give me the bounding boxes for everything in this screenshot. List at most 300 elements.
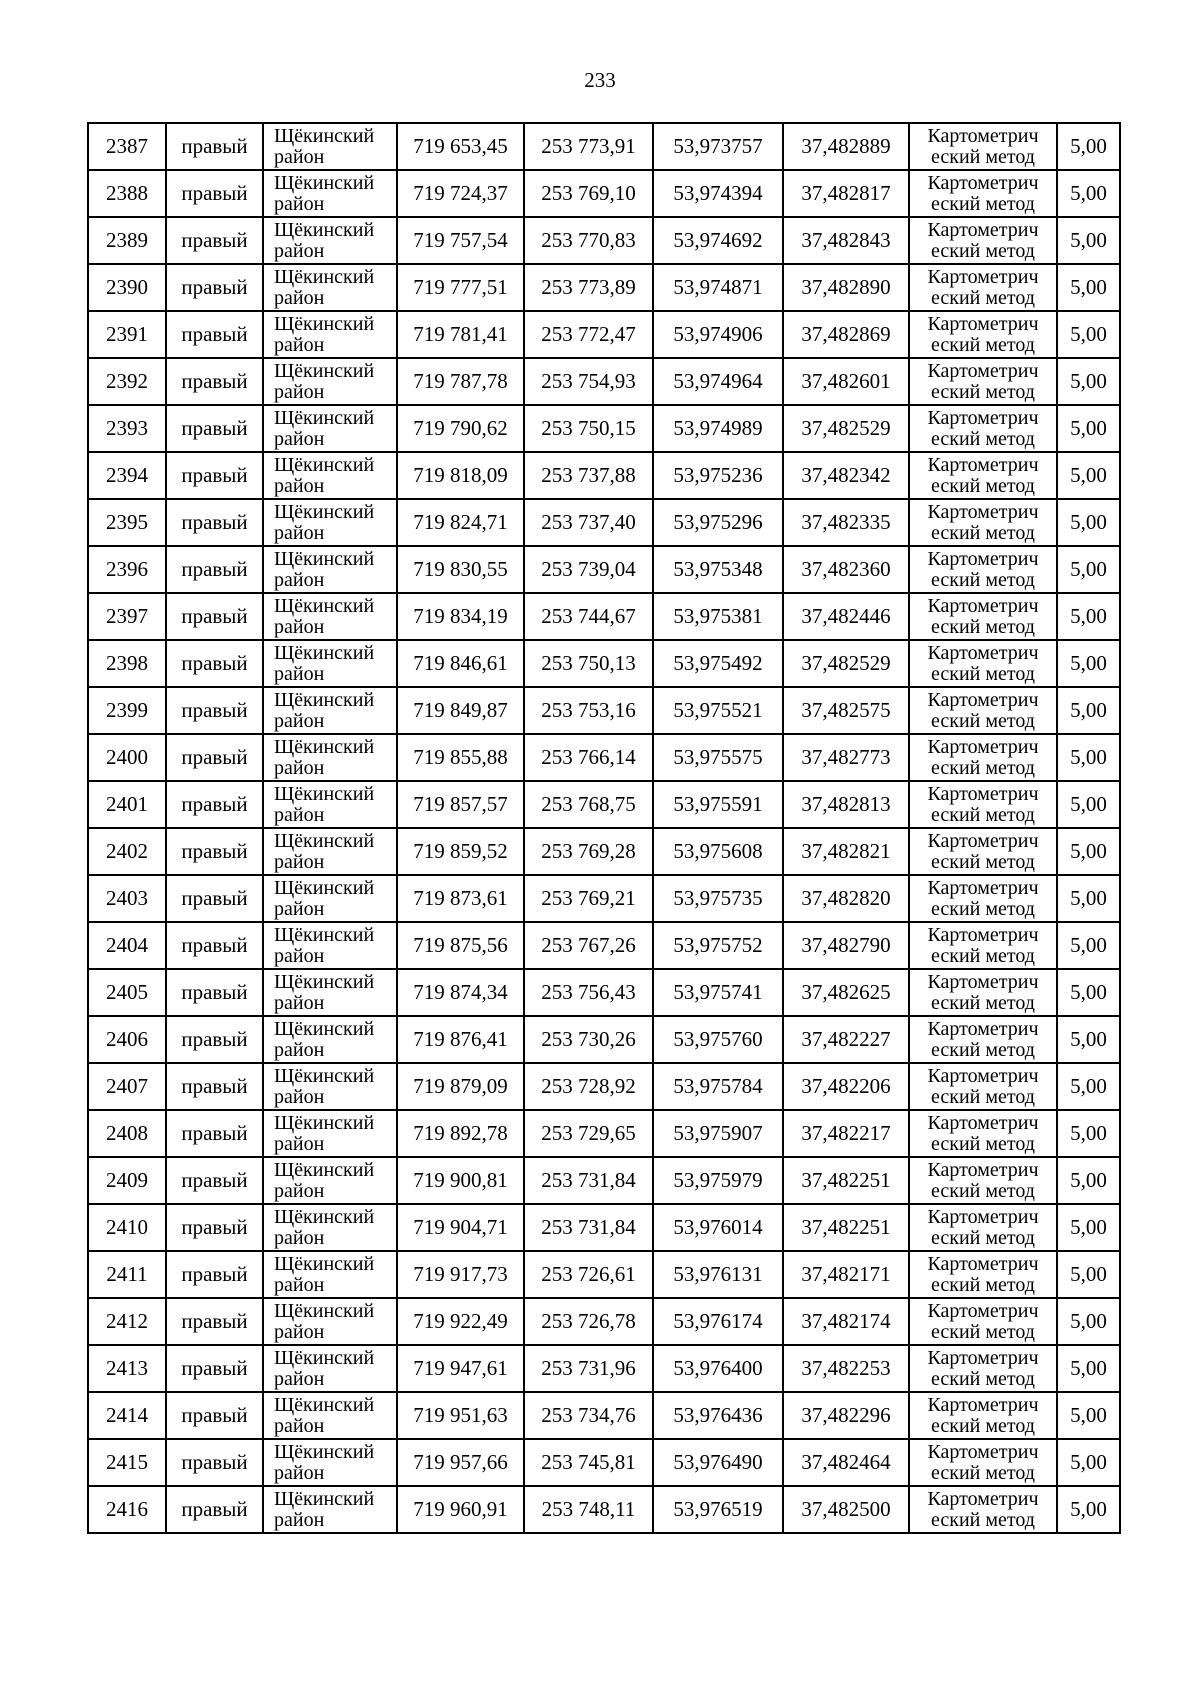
coord-y-cell: 253 726,61 (524, 1251, 653, 1298)
method-line: еский метод (931, 1038, 1035, 1061)
method-cell (909, 546, 1057, 593)
point-number-cell: 2409 (88, 1157, 166, 1204)
method-cell (909, 922, 1057, 969)
point-number-cell: 2415 (88, 1439, 166, 1486)
district-line: Щёкинский (274, 312, 375, 335)
coord-y-cell: 253 731,84 (524, 1204, 653, 1251)
coord-x-cell: 719 830,55 (397, 546, 524, 593)
method-cell (909, 217, 1057, 264)
coord-y-cell: 253 769,21 (524, 875, 653, 922)
bank-side-cell: правый (166, 1157, 263, 1204)
table-row (88, 969, 1120, 1016)
method-cell (909, 969, 1057, 1016)
district-line: Щёкинский (274, 265, 375, 288)
latitude-cell: 53,975348 (653, 546, 783, 593)
method-line: еский метод (931, 1226, 1035, 1249)
longitude-cell: 37,482360 (783, 546, 909, 593)
accuracy-cell: 5,00 (1057, 734, 1120, 781)
table-row (88, 828, 1120, 875)
district-line: район (274, 897, 325, 920)
district-line: район (274, 1132, 325, 1155)
coord-x-cell: 719 917,73 (397, 1251, 524, 1298)
district-cell (263, 1439, 397, 1486)
bank-side-cell: правый (166, 687, 263, 734)
district-line: район (274, 427, 325, 450)
accuracy-cell: 5,00 (1057, 123, 1120, 170)
point-number-cell: 2405 (88, 969, 166, 1016)
coord-x-cell: 719 876,41 (397, 1016, 524, 1063)
table-row (88, 1298, 1120, 1345)
district-cell (263, 311, 397, 358)
method-line: еский метод (931, 944, 1035, 967)
accuracy-cell: 5,00 (1057, 405, 1120, 452)
district-line: район (274, 1414, 325, 1437)
table-row (88, 1439, 1120, 1486)
method-line: еский метод (931, 1179, 1035, 1202)
longitude-cell: 37,482174 (783, 1298, 909, 1345)
district-cell (263, 1392, 397, 1439)
page-number: 233 (584, 68, 616, 92)
coord-y-cell: 253 770,83 (524, 217, 653, 264)
longitude-cell: 37,482529 (783, 405, 909, 452)
method-cell (909, 123, 1057, 170)
coord-y-cell: 253 773,89 (524, 264, 653, 311)
latitude-cell: 53,975381 (653, 593, 783, 640)
method-line: еский метод (931, 1132, 1035, 1155)
coord-x-cell: 719 874,34 (397, 969, 524, 1016)
method-line: еский метод (931, 286, 1035, 309)
district-line: район (274, 1085, 325, 1108)
district-line: район (274, 333, 325, 356)
longitude-cell: 37,482625 (783, 969, 909, 1016)
method-line: еский метод (931, 568, 1035, 591)
district-cell (263, 1486, 397, 1533)
method-line: еский метод (931, 1367, 1035, 1390)
method-cell (909, 311, 1057, 358)
point-number-cell: 2413 (88, 1345, 166, 1392)
district-cell (263, 1298, 397, 1345)
bank-side-cell: правый (166, 358, 263, 405)
method-line: еский метод (931, 1320, 1035, 1343)
latitude-cell: 53,974989 (653, 405, 783, 452)
district-line: район (274, 1508, 325, 1531)
district-line: район (274, 1226, 325, 1249)
table-row (88, 1016, 1120, 1063)
longitude-cell: 37,482821 (783, 828, 909, 875)
district-line: район (274, 944, 325, 967)
accuracy-cell: 5,00 (1057, 358, 1120, 405)
latitude-cell: 53,976400 (653, 1345, 783, 1392)
district-cell (263, 499, 397, 546)
district-line: район (274, 474, 325, 497)
district-line: район (274, 521, 325, 544)
district-line: район (274, 615, 325, 638)
table-row (88, 687, 1120, 734)
latitude-cell: 53,976519 (653, 1486, 783, 1533)
method-line: еский метод (931, 474, 1035, 497)
coord-y-cell: 253 753,16 (524, 687, 653, 734)
district-line: район (274, 803, 325, 826)
longitude-cell: 37,482227 (783, 1016, 909, 1063)
coord-y-cell: 253 739,04 (524, 546, 653, 593)
district-line: район (274, 145, 325, 168)
bank-side-cell: правый (166, 499, 263, 546)
point-number-cell: 2389 (88, 217, 166, 264)
bank-side-cell: правый (166, 217, 263, 264)
table-row (88, 1486, 1120, 1533)
table-row (88, 123, 1120, 170)
accuracy-cell: 5,00 (1057, 1345, 1120, 1392)
method-cell (909, 1439, 1057, 1486)
bank-side-cell: правый (166, 1251, 263, 1298)
coord-x-cell: 719 834,19 (397, 593, 524, 640)
coord-x-cell: 719 900,81 (397, 1157, 524, 1204)
coord-y-cell: 253 768,75 (524, 781, 653, 828)
accuracy-cell: 5,00 (1057, 1110, 1120, 1157)
district-cell (263, 264, 397, 311)
accuracy-cell: 5,00 (1057, 828, 1120, 875)
bank-side-cell: правый (166, 734, 263, 781)
bank-side-cell: правый (166, 969, 263, 1016)
district-line: район (274, 1038, 325, 1061)
point-number-cell: 2398 (88, 640, 166, 687)
accuracy-cell: 5,00 (1057, 1016, 1120, 1063)
bank-side-cell: правый (166, 1486, 263, 1533)
district-cell (263, 170, 397, 217)
method-cell (909, 1204, 1057, 1251)
table-row (88, 640, 1120, 687)
district-line: район (274, 1320, 325, 1343)
district-line: Щёкинский (274, 923, 375, 946)
point-number-cell: 2403 (88, 875, 166, 922)
method-line: еский метод (931, 380, 1035, 403)
accuracy-cell: 5,00 (1057, 311, 1120, 358)
longitude-cell: 37,482296 (783, 1392, 909, 1439)
method-cell (909, 1157, 1057, 1204)
district-line: Щёкинский (274, 970, 375, 993)
coord-x-cell: 719 790,62 (397, 405, 524, 452)
latitude-cell: 53,975296 (653, 499, 783, 546)
latitude-cell: 53,975236 (653, 452, 783, 499)
district-line: район (274, 1273, 325, 1296)
district-line: район (274, 380, 325, 403)
point-number-cell: 2397 (88, 593, 166, 640)
district-cell (263, 969, 397, 1016)
coord-x-cell: 719 846,61 (397, 640, 524, 687)
method-line: Картометрич (927, 1205, 1039, 1228)
method-line: Картометрич (927, 171, 1039, 194)
district-line: Щёкинский (274, 735, 375, 758)
latitude-cell: 53,976436 (653, 1392, 783, 1439)
method-line: Картометрич (927, 124, 1039, 147)
method-line: еский метод (931, 1085, 1035, 1108)
table-row (88, 170, 1120, 217)
accuracy-cell: 5,00 (1057, 1157, 1120, 1204)
table-row (88, 922, 1120, 969)
accuracy-cell: 5,00 (1057, 1392, 1120, 1439)
district-line: Щёкинский (274, 1017, 375, 1040)
point-number-cell: 2402 (88, 828, 166, 875)
district-line: Щёкинский (274, 124, 375, 147)
method-line: еский метод (931, 756, 1035, 779)
district-cell (263, 640, 397, 687)
accuracy-cell: 5,00 (1057, 922, 1120, 969)
latitude-cell: 53,975735 (653, 875, 783, 922)
longitude-cell: 37,482206 (783, 1063, 909, 1110)
bank-side-cell: правый (166, 170, 263, 217)
table-row (88, 1110, 1120, 1157)
district-cell (263, 1204, 397, 1251)
longitude-cell: 37,482869 (783, 311, 909, 358)
district-line: Щёкинский (274, 1158, 375, 1181)
longitude-cell: 37,482820 (783, 875, 909, 922)
table-row (88, 1345, 1120, 1392)
method-line: Картометрич (927, 1064, 1039, 1087)
point-number-cell: 2399 (88, 687, 166, 734)
coord-y-cell: 253 744,67 (524, 593, 653, 640)
coord-x-cell: 719 857,57 (397, 781, 524, 828)
district-line: Щёкинский (274, 641, 375, 664)
method-cell (909, 1486, 1057, 1533)
accuracy-cell: 5,00 (1057, 1298, 1120, 1345)
district-cell (263, 123, 397, 170)
bank-side-cell: правый (166, 1063, 263, 1110)
method-cell (909, 1298, 1057, 1345)
table-body (88, 123, 1120, 1533)
longitude-cell: 37,482251 (783, 1204, 909, 1251)
longitude-cell: 37,482889 (783, 123, 909, 170)
method-cell (909, 1251, 1057, 1298)
point-number-cell: 2394 (88, 452, 166, 499)
bank-side-cell: правый (166, 546, 263, 593)
coord-y-cell: 253 737,40 (524, 499, 653, 546)
accuracy-cell: 5,00 (1057, 1204, 1120, 1251)
method-cell (909, 358, 1057, 405)
latitude-cell: 53,975608 (653, 828, 783, 875)
longitude-cell: 37,482813 (783, 781, 909, 828)
latitude-cell: 53,975752 (653, 922, 783, 969)
district-cell (263, 1251, 397, 1298)
point-number-cell: 2390 (88, 264, 166, 311)
method-cell (909, 875, 1057, 922)
point-number-cell: 2414 (88, 1392, 166, 1439)
coord-x-cell: 719 922,49 (397, 1298, 524, 1345)
point-number-cell: 2416 (88, 1486, 166, 1533)
table-row (88, 1063, 1120, 1110)
table-row (88, 499, 1120, 546)
bank-side-cell: правый (166, 828, 263, 875)
coord-y-cell: 253 726,78 (524, 1298, 653, 1345)
point-number-cell: 2400 (88, 734, 166, 781)
method-line: Картометрич (927, 1487, 1039, 1510)
latitude-cell: 53,976490 (653, 1439, 783, 1486)
longitude-cell: 37,482446 (783, 593, 909, 640)
method-line: еский метод (931, 145, 1035, 168)
method-line: Картометрич (927, 312, 1039, 335)
longitude-cell: 37,482251 (783, 1157, 909, 1204)
district-cell (263, 217, 397, 264)
method-line: еский метод (931, 803, 1035, 826)
district-line: район (274, 850, 325, 873)
table-row (88, 311, 1120, 358)
district-line: Щёкинский (274, 876, 375, 899)
district-cell (263, 1063, 397, 1110)
district-line: Щёкинский (274, 1111, 375, 1134)
district-line: район (274, 1179, 325, 1202)
method-line: Картометрич (927, 547, 1039, 570)
point-number-cell: 2395 (88, 499, 166, 546)
bank-side-cell: правый (166, 875, 263, 922)
coord-x-cell: 719 859,52 (397, 828, 524, 875)
bank-side-cell: правый (166, 264, 263, 311)
district-cell (263, 687, 397, 734)
coord-y-cell: 253 734,76 (524, 1392, 653, 1439)
bank-side-cell: правый (166, 123, 263, 170)
table-row (88, 1204, 1120, 1251)
district-line: Щёкинский (274, 406, 375, 429)
district-line: Щёкинский (274, 218, 375, 241)
coord-x-cell: 719 787,78 (397, 358, 524, 405)
district-cell (263, 1110, 397, 1157)
coord-x-cell: 719 957,66 (397, 1439, 524, 1486)
method-line: Картометрич (927, 1440, 1039, 1463)
coord-y-cell: 253 773,91 (524, 123, 653, 170)
coord-y-cell: 253 750,15 (524, 405, 653, 452)
method-line: Картометрич (927, 970, 1039, 993)
coord-y-cell: 253 748,11 (524, 1486, 653, 1533)
coord-y-cell: 253 730,26 (524, 1016, 653, 1063)
method-line: еский метод (931, 521, 1035, 544)
latitude-cell: 53,975760 (653, 1016, 783, 1063)
method-line: Картометрич (927, 641, 1039, 664)
longitude-cell: 37,482817 (783, 170, 909, 217)
accuracy-cell: 5,00 (1057, 1439, 1120, 1486)
coord-x-cell: 719 777,51 (397, 264, 524, 311)
table-row (88, 1157, 1120, 1204)
district-line: Щёкинский (274, 1393, 375, 1416)
method-line: Картометрич (927, 500, 1039, 523)
bank-side-cell: правый (166, 640, 263, 687)
longitude-cell: 37,482464 (783, 1439, 909, 1486)
method-cell (909, 1392, 1057, 1439)
table-row (88, 781, 1120, 828)
district-line: Щёкинский (274, 594, 375, 617)
method-cell (909, 734, 1057, 781)
method-line: еский метод (931, 991, 1035, 1014)
bank-side-cell: правый (166, 593, 263, 640)
method-line: еский метод (931, 615, 1035, 638)
district-cell (263, 828, 397, 875)
method-line: Картометрич (927, 923, 1039, 946)
district-line: Щёкинский (274, 1299, 375, 1322)
coord-x-cell: 719 855,88 (397, 734, 524, 781)
coord-x-cell: 719 960,91 (397, 1486, 524, 1533)
accuracy-cell: 5,00 (1057, 640, 1120, 687)
district-cell (263, 1157, 397, 1204)
district-line: район (274, 239, 325, 262)
longitude-cell: 37,482342 (783, 452, 909, 499)
accuracy-cell: 5,00 (1057, 264, 1120, 311)
coord-x-cell: 719 781,41 (397, 311, 524, 358)
district-line: район (274, 662, 325, 685)
district-cell (263, 781, 397, 828)
coord-y-cell: 253 767,26 (524, 922, 653, 969)
method-line: еский метод (931, 427, 1035, 450)
point-number-cell: 2410 (88, 1204, 166, 1251)
accuracy-cell: 5,00 (1057, 687, 1120, 734)
coord-x-cell: 719 873,61 (397, 875, 524, 922)
district-cell (263, 546, 397, 593)
district-line: район (274, 1461, 325, 1484)
coord-y-cell: 253 766,14 (524, 734, 653, 781)
latitude-cell: 53,975575 (653, 734, 783, 781)
coord-y-cell: 253 750,13 (524, 640, 653, 687)
table-row (88, 1251, 1120, 1298)
district-cell (263, 922, 397, 969)
bank-side-cell: правый (166, 1016, 263, 1063)
bank-side-cell: правый (166, 1204, 263, 1251)
latitude-cell: 53,976131 (653, 1251, 783, 1298)
district-line: Щёкинский (274, 500, 375, 523)
point-number-cell: 2401 (88, 781, 166, 828)
accuracy-cell: 5,00 (1057, 546, 1120, 593)
method-cell (909, 1110, 1057, 1157)
district-line: район (274, 1367, 325, 1390)
longitude-cell: 37,482843 (783, 217, 909, 264)
latitude-cell: 53,973757 (653, 123, 783, 170)
accuracy-cell: 5,00 (1057, 217, 1120, 264)
district-line: Щёкинский (274, 1252, 375, 1275)
table-row (88, 1392, 1120, 1439)
method-cell (909, 828, 1057, 875)
table-row (88, 593, 1120, 640)
method-cell (909, 499, 1057, 546)
latitude-cell: 53,974871 (653, 264, 783, 311)
coord-y-cell: 253 731,96 (524, 1345, 653, 1392)
district-line: район (274, 286, 325, 309)
method-line: еский метод (931, 192, 1035, 215)
bank-side-cell: правый (166, 922, 263, 969)
coord-y-cell: 253 772,47 (524, 311, 653, 358)
coord-x-cell: 719 879,09 (397, 1063, 524, 1110)
method-cell (909, 452, 1057, 499)
accuracy-cell: 5,00 (1057, 452, 1120, 499)
district-line: Щёкинский (274, 171, 375, 194)
district-cell (263, 452, 397, 499)
method-line: Картометрич (927, 1252, 1039, 1275)
district-line: Щёкинский (274, 1346, 375, 1369)
point-number-cell: 2391 (88, 311, 166, 358)
coord-y-cell: 253 745,81 (524, 1439, 653, 1486)
method-cell (909, 687, 1057, 734)
longitude-cell: 37,482601 (783, 358, 909, 405)
district-line: Щёкинский (274, 688, 375, 711)
coord-x-cell: 719 724,37 (397, 170, 524, 217)
coord-x-cell: 719 951,63 (397, 1392, 524, 1439)
coord-x-cell: 719 818,09 (397, 452, 524, 499)
latitude-cell: 53,974692 (653, 217, 783, 264)
point-number-cell: 2387 (88, 123, 166, 170)
longitude-cell: 37,482529 (783, 640, 909, 687)
district-cell (263, 358, 397, 405)
district-line: район (274, 568, 325, 591)
latitude-cell: 53,974964 (653, 358, 783, 405)
district-line: Щёкинский (274, 1440, 375, 1463)
coord-x-cell: 719 824,71 (397, 499, 524, 546)
bank-side-cell: правый (166, 1392, 263, 1439)
point-number-cell: 2406 (88, 1016, 166, 1063)
method-line: еский метод (931, 1461, 1035, 1484)
